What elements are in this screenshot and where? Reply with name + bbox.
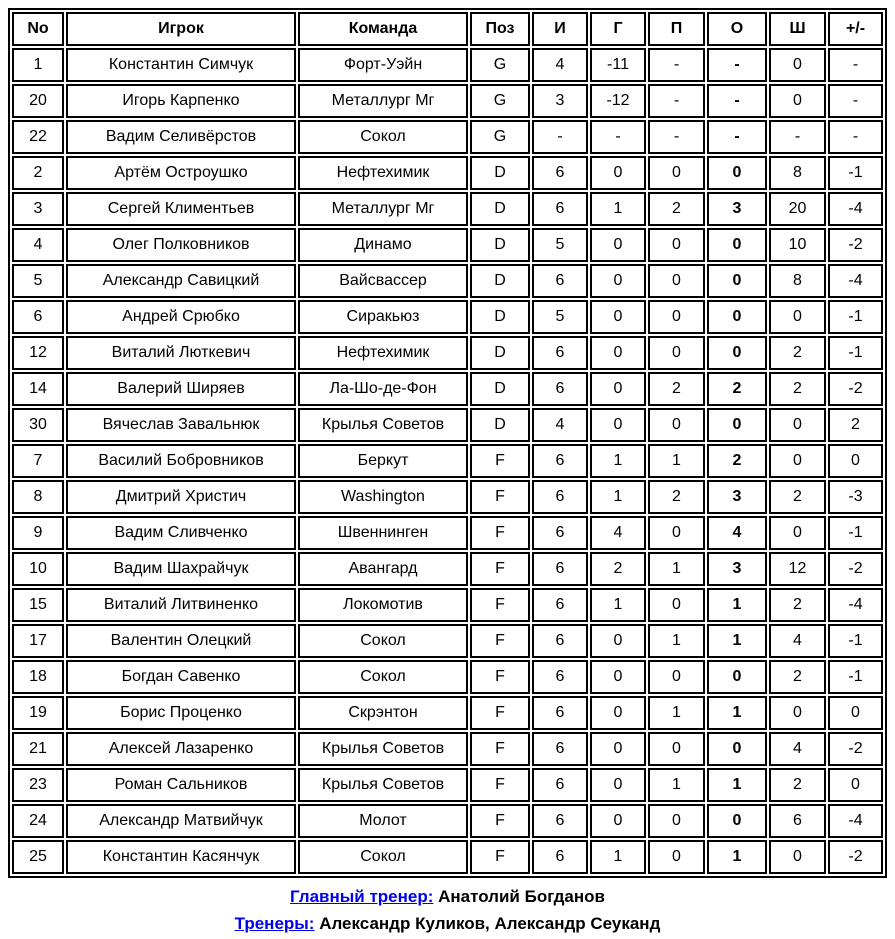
cell-pm: -1	[828, 156, 883, 190]
header-row	[12, 12, 883, 46]
cell-gp: 6	[532, 516, 588, 550]
cell-a: 0	[648, 588, 705, 622]
cell-a: 0	[648, 516, 705, 550]
cell-gp: 6	[532, 372, 588, 406]
coaches-footer	[8, 883, 887, 937]
cell-gp: 6	[532, 156, 588, 190]
cell-a: 0	[648, 804, 705, 838]
cell-player: Дмитрий Христич	[66, 480, 296, 514]
roster-stats-page	[8, 8, 887, 937]
cell-gp: 5	[532, 228, 588, 262]
table-row	[12, 84, 883, 118]
cell-pts: 1	[707, 840, 767, 874]
cell-a: 0	[648, 408, 705, 442]
cell-player: Вадим Селивёрстов	[66, 120, 296, 154]
cell-pm: -1	[828, 336, 883, 370]
table-row	[12, 624, 883, 658]
column-header-points: О	[707, 12, 767, 46]
cell-team: Молот	[298, 804, 468, 838]
cell-pim: 2	[769, 768, 826, 802]
table-row	[12, 696, 883, 730]
cell-team: Нефтехимик	[298, 156, 468, 190]
cell-pos: F	[470, 696, 530, 730]
cell-pos: G	[470, 84, 530, 118]
cell-g: 1	[590, 444, 646, 478]
table-row	[12, 300, 883, 334]
coaches-link[interactable]: Тренеры:	[234, 914, 315, 933]
table-row	[12, 444, 883, 478]
cell-pos: D	[470, 336, 530, 370]
cell-no: 8	[12, 480, 64, 514]
cell-pim: 0	[769, 444, 826, 478]
cell-pts: 3	[707, 480, 767, 514]
cell-pim: 8	[769, 264, 826, 298]
cell-pos: D	[470, 264, 530, 298]
cell-g: 0	[590, 156, 646, 190]
cell-pim: 2	[769, 372, 826, 406]
cell-no: 15	[12, 588, 64, 622]
cell-g: 4	[590, 516, 646, 550]
cell-a: 1	[648, 624, 705, 658]
cell-team: Динамо	[298, 228, 468, 262]
head-coach-name: Анатолий Богданов	[433, 887, 605, 906]
cell-a: 0	[648, 660, 705, 694]
cell-gp: 6	[532, 552, 588, 586]
cell-player: Вадим Шахрайчук	[66, 552, 296, 586]
cell-team: Ла-Шо-де-Фон	[298, 372, 468, 406]
cell-g: 0	[590, 732, 646, 766]
column-header-player: Игрок	[66, 12, 296, 46]
cell-team: Сокол	[298, 120, 468, 154]
cell-player: Олег Полковников	[66, 228, 296, 262]
table-row	[12, 480, 883, 514]
cell-a: 0	[648, 336, 705, 370]
cell-gp: 4	[532, 408, 588, 442]
cell-a: -	[648, 84, 705, 118]
cell-g: 1	[590, 840, 646, 874]
player-stats-table	[8, 8, 887, 878]
cell-pm: -1	[828, 624, 883, 658]
table-row	[12, 588, 883, 622]
cell-no: 5	[12, 264, 64, 298]
cell-pm: -1	[828, 660, 883, 694]
table-row	[12, 840, 883, 874]
cell-team: Крылья Советов	[298, 768, 468, 802]
cell-player: Константин Симчук	[66, 48, 296, 82]
cell-g: 0	[590, 804, 646, 838]
cell-g: 2	[590, 552, 646, 586]
cell-no: 9	[12, 516, 64, 550]
cell-team: Локомотив	[298, 588, 468, 622]
cell-a: 1	[648, 552, 705, 586]
cell-pts: 3	[707, 552, 767, 586]
cell-pm: -4	[828, 804, 883, 838]
cell-team: Сокол	[298, 660, 468, 694]
table-row	[12, 372, 883, 406]
cell-a: 0	[648, 732, 705, 766]
cell-team: Форт-Уэйн	[298, 48, 468, 82]
cell-pts: 0	[707, 264, 767, 298]
cell-gp: 6	[532, 192, 588, 226]
cell-no: 23	[12, 768, 64, 802]
cell-no: 18	[12, 660, 64, 694]
table-row	[12, 228, 883, 262]
cell-pim: 20	[769, 192, 826, 226]
cell-g: 1	[590, 192, 646, 226]
table-row	[12, 660, 883, 694]
cell-pts: 1	[707, 624, 767, 658]
cell-gp: 6	[532, 804, 588, 838]
cell-pim: 0	[769, 48, 826, 82]
cell-no: 12	[12, 336, 64, 370]
cell-pim: 6	[769, 804, 826, 838]
cell-pos: F	[470, 804, 530, 838]
table-row	[12, 732, 883, 766]
table-row	[12, 552, 883, 586]
cell-pts: 3	[707, 192, 767, 226]
cell-pm: 0	[828, 444, 883, 478]
cell-a: 0	[648, 156, 705, 190]
cell-pos: D	[470, 408, 530, 442]
cell-pm: 2	[828, 408, 883, 442]
cell-gp: 6	[532, 732, 588, 766]
cell-gp: 6	[532, 660, 588, 694]
cell-pts: 0	[707, 300, 767, 334]
table-row	[12, 156, 883, 190]
table-row	[12, 408, 883, 442]
cell-gp: 6	[532, 588, 588, 622]
cell-a: 1	[648, 444, 705, 478]
cell-gp: 6	[532, 696, 588, 730]
cell-pim: 0	[769, 84, 826, 118]
column-header-team: Команда	[298, 12, 468, 46]
cell-g: -	[590, 120, 646, 154]
cell-pim: 2	[769, 480, 826, 514]
cell-gp: -	[532, 120, 588, 154]
cell-pm: -1	[828, 516, 883, 550]
table-row	[12, 768, 883, 802]
cell-g: 1	[590, 588, 646, 622]
cell-no: 22	[12, 120, 64, 154]
cell-gp: 6	[532, 264, 588, 298]
cell-team: Вайсвассер	[298, 264, 468, 298]
cell-player: Александр Матвийчук	[66, 804, 296, 838]
cell-pim: 8	[769, 156, 826, 190]
cell-g: 0	[590, 408, 646, 442]
cell-pos: F	[470, 660, 530, 694]
cell-no: 3	[12, 192, 64, 226]
cell-pim: 2	[769, 660, 826, 694]
cell-pim: 0	[769, 300, 826, 334]
cell-pts: 0	[707, 804, 767, 838]
cell-player: Виталий Люткевич	[66, 336, 296, 370]
cell-no: 1	[12, 48, 64, 82]
cell-g: 0	[590, 660, 646, 694]
column-header-plus-minus: +/-	[828, 12, 883, 46]
cell-g: 0	[590, 372, 646, 406]
cell-pim: 4	[769, 732, 826, 766]
cell-pos: D	[470, 300, 530, 334]
cell-no: 4	[12, 228, 64, 262]
cell-g: 0	[590, 336, 646, 370]
cell-pos: D	[470, 156, 530, 190]
cell-player: Борис Проценко	[66, 696, 296, 730]
cell-pm: -	[828, 120, 883, 154]
cell-pm: -2	[828, 228, 883, 262]
cell-player: Андрей Срюбко	[66, 300, 296, 334]
cell-pts: 0	[707, 228, 767, 262]
cell-player: Александр Савицкий	[66, 264, 296, 298]
column-header-assists: П	[648, 12, 705, 46]
cell-g: -11	[590, 48, 646, 82]
cell-no: 2	[12, 156, 64, 190]
cell-gp: 4	[532, 48, 588, 82]
cell-player: Вадим Сливченко	[66, 516, 296, 550]
cell-team: Сокол	[298, 624, 468, 658]
cell-pos: F	[470, 444, 530, 478]
cell-pos: F	[470, 768, 530, 802]
cell-no: 20	[12, 84, 64, 118]
cell-pos: D	[470, 192, 530, 226]
cell-pm: 0	[828, 696, 883, 730]
cell-player: Сергей Климентьев	[66, 192, 296, 226]
cell-pts: 0	[707, 660, 767, 694]
coaches-line	[8, 910, 887, 937]
cell-no: 30	[12, 408, 64, 442]
cell-gp: 6	[532, 840, 588, 874]
table-row	[12, 516, 883, 550]
cell-player: Василий Бобровников	[66, 444, 296, 478]
cell-pm: -4	[828, 588, 883, 622]
cell-player: Вячеслав Завальнюк	[66, 408, 296, 442]
cell-pim: 10	[769, 228, 826, 262]
cell-pm: -4	[828, 264, 883, 298]
cell-pts: -	[707, 120, 767, 154]
cell-pm: -3	[828, 480, 883, 514]
cell-a: -	[648, 48, 705, 82]
cell-pts: 1	[707, 696, 767, 730]
cell-pim: 0	[769, 516, 826, 550]
column-header-games: И	[532, 12, 588, 46]
cell-team: Авангард	[298, 552, 468, 586]
cell-no: 6	[12, 300, 64, 334]
cell-g: 0	[590, 228, 646, 262]
cell-pos: F	[470, 588, 530, 622]
cell-gp: 6	[532, 444, 588, 478]
cell-a: 0	[648, 840, 705, 874]
cell-g: 0	[590, 300, 646, 334]
cell-no: 25	[12, 840, 64, 874]
cell-player: Алексей Лазаренко	[66, 732, 296, 766]
cell-pos: F	[470, 480, 530, 514]
cell-player: Виталий Литвиненко	[66, 588, 296, 622]
table-row	[12, 48, 883, 82]
cell-pts: 1	[707, 768, 767, 802]
table-row	[12, 804, 883, 838]
cell-pts: 0	[707, 336, 767, 370]
cell-pts: 4	[707, 516, 767, 550]
coaches-names: Александр Куликов, Александр Сеуканд	[314, 914, 661, 933]
cell-player: Артём Остроушко	[66, 156, 296, 190]
cell-team: Металлург Мг	[298, 192, 468, 226]
cell-no: 24	[12, 804, 64, 838]
column-header-number: No	[12, 12, 64, 46]
head-coach-line	[8, 883, 887, 910]
cell-team: Крылья Советов	[298, 732, 468, 766]
cell-pim: -	[769, 120, 826, 154]
table-row	[12, 120, 883, 154]
cell-a: -	[648, 120, 705, 154]
cell-team: Сиракьюз	[298, 300, 468, 334]
cell-a: 0	[648, 228, 705, 262]
cell-no: 19	[12, 696, 64, 730]
cell-pts: 1	[707, 588, 767, 622]
cell-pos: G	[470, 48, 530, 82]
table-row	[12, 336, 883, 370]
cell-g: -12	[590, 84, 646, 118]
cell-gp: 6	[532, 624, 588, 658]
cell-team: Металлург Мг	[298, 84, 468, 118]
cell-pm: -2	[828, 732, 883, 766]
cell-pos: D	[470, 228, 530, 262]
cell-g: 1	[590, 480, 646, 514]
cell-team: Швеннинген	[298, 516, 468, 550]
cell-a: 2	[648, 480, 705, 514]
column-header-position: Поз	[470, 12, 530, 46]
cell-no: 7	[12, 444, 64, 478]
cell-pts: 2	[707, 444, 767, 478]
head-coach-link[interactable]: Главный тренер:	[290, 887, 434, 906]
cell-pim: 2	[769, 336, 826, 370]
cell-pos: F	[470, 732, 530, 766]
cell-g: 0	[590, 768, 646, 802]
cell-pim: 4	[769, 624, 826, 658]
cell-a: 1	[648, 696, 705, 730]
cell-player: Валентин Олецкий	[66, 624, 296, 658]
column-header-penalty: Ш	[769, 12, 826, 46]
cell-pm: 0	[828, 768, 883, 802]
cell-pos: F	[470, 516, 530, 550]
cell-pos: D	[470, 372, 530, 406]
cell-a: 0	[648, 264, 705, 298]
cell-a: 1	[648, 768, 705, 802]
cell-pim: 12	[769, 552, 826, 586]
column-header-goals: Г	[590, 12, 646, 46]
cell-pos: F	[470, 552, 530, 586]
cell-pm: -1	[828, 300, 883, 334]
cell-pts: 2	[707, 372, 767, 406]
cell-pos: F	[470, 840, 530, 874]
cell-pts: 0	[707, 732, 767, 766]
cell-g: 0	[590, 264, 646, 298]
cell-pos: G	[470, 120, 530, 154]
cell-pm: -4	[828, 192, 883, 226]
cell-no: 10	[12, 552, 64, 586]
cell-g: 0	[590, 624, 646, 658]
table-row	[12, 192, 883, 226]
cell-pts: -	[707, 84, 767, 118]
cell-player: Константин Касянчук	[66, 840, 296, 874]
cell-gp: 6	[532, 480, 588, 514]
cell-team: Беркут	[298, 444, 468, 478]
cell-pm: -2	[828, 372, 883, 406]
cell-pim: 0	[769, 696, 826, 730]
cell-pos: F	[470, 624, 530, 658]
cell-g: 0	[590, 696, 646, 730]
cell-gp: 6	[532, 768, 588, 802]
cell-pm: -	[828, 48, 883, 82]
cell-gp: 5	[532, 300, 588, 334]
cell-pts: -	[707, 48, 767, 82]
cell-pm: -2	[828, 840, 883, 874]
cell-gp: 3	[532, 84, 588, 118]
cell-team: Washington	[298, 480, 468, 514]
cell-no: 14	[12, 372, 64, 406]
cell-gp: 6	[532, 336, 588, 370]
cell-player: Богдан Савенко	[66, 660, 296, 694]
cell-pim: 0	[769, 840, 826, 874]
cell-player: Роман Сальников	[66, 768, 296, 802]
cell-player: Игорь Карпенко	[66, 84, 296, 118]
cell-no: 21	[12, 732, 64, 766]
cell-team: Крылья Советов	[298, 408, 468, 442]
cell-pim: 2	[769, 588, 826, 622]
cell-no: 17	[12, 624, 64, 658]
cell-a: 0	[648, 300, 705, 334]
cell-pm: -	[828, 84, 883, 118]
cell-team: Скрэнтон	[298, 696, 468, 730]
cell-pts: 0	[707, 408, 767, 442]
cell-a: 2	[648, 192, 705, 226]
table-row	[12, 264, 883, 298]
cell-pm: -2	[828, 552, 883, 586]
cell-pts: 0	[707, 156, 767, 190]
cell-pim: 0	[769, 408, 826, 442]
cell-a: 2	[648, 372, 705, 406]
cell-player: Валерий Ширяев	[66, 372, 296, 406]
cell-team: Нефтехимик	[298, 336, 468, 370]
cell-team: Сокол	[298, 840, 468, 874]
